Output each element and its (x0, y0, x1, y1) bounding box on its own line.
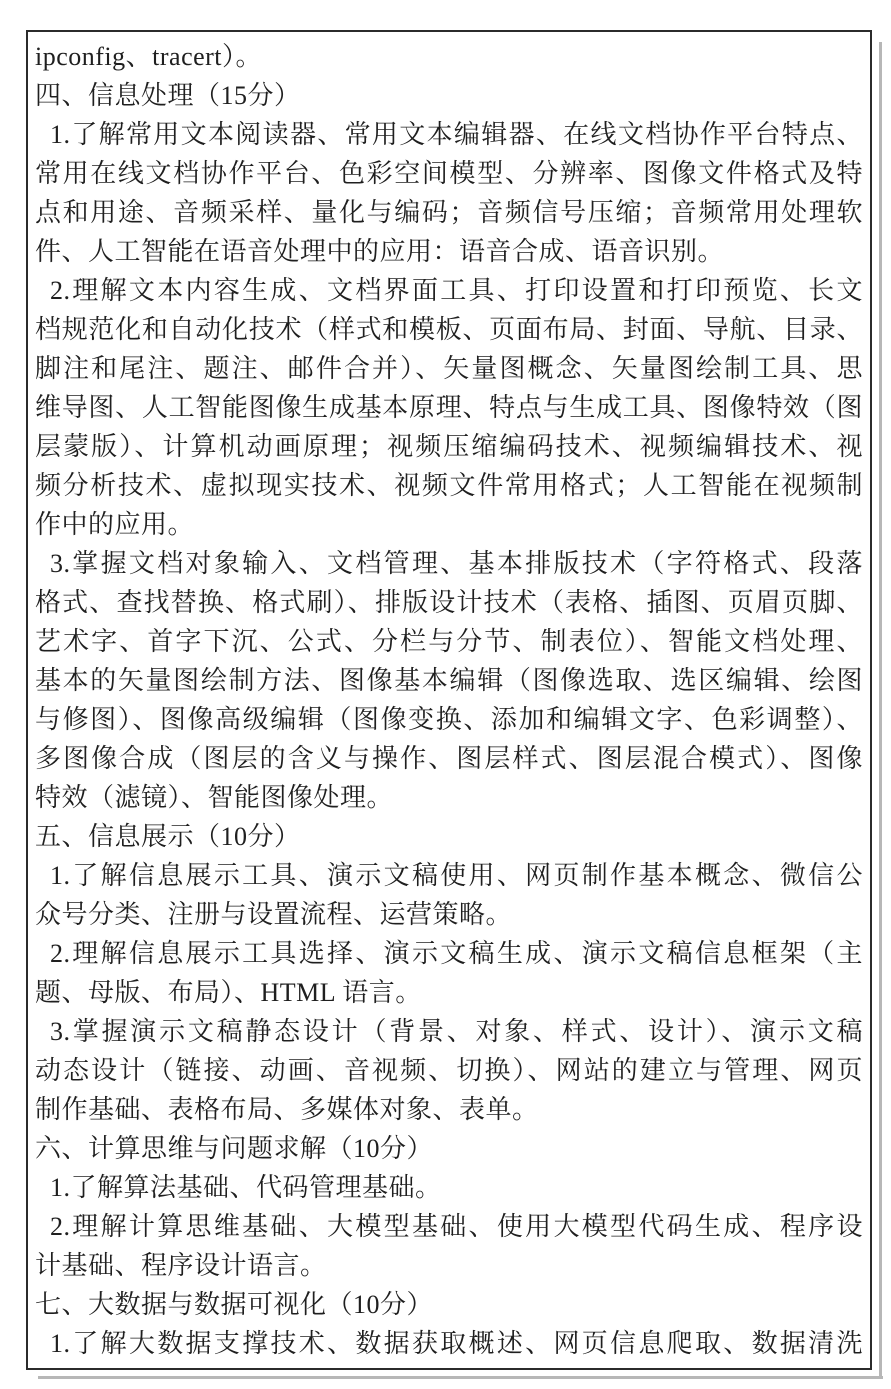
text-line: 与修图）、图像高级编辑（图像变换、添加和编辑文字、色彩调整）、 (35, 705, 863, 734)
text-line: 七、大数据与数据可视化（10分） (35, 1290, 434, 1319)
document-text-block (35, 37, 863, 1363)
text-line: 1.了解常用文本阅读器、常用文本编辑器、在线文档协作平台特点、 (50, 120, 863, 149)
text-line: 计基础、程序设计语言。 (35, 1251, 327, 1280)
text-line: 特效（滤镜）、智能图像处理。 (35, 783, 394, 812)
text-line: 艺术字、首字下沉、公式、分栏与分节、制表位）、智能文档处理、 (35, 627, 863, 656)
text-line: 件、人工智能在语音处理中的应用：语音合成、语音识别。 (35, 237, 725, 266)
text-line: 3.掌握文档对象输入、文档管理、基本排版技术（字符格式、段落 (50, 549, 863, 578)
text-line: 六、计算思维与问题求解（10分） (35, 1134, 434, 1163)
text-line: 制作基础、表格布局、多媒体对象、表单。 (35, 1095, 539, 1124)
text-line: 维导图、人工智能图像生成基本原理、特点与生成工具、图像特效（图 (35, 393, 863, 422)
text-line: 层蒙版）、计算机动画原理；视频压缩编码技术、视频编辑技术、视 (35, 432, 863, 461)
text-line: 四、信息处理（15分） (35, 81, 301, 110)
text-line: 多图像合成（图层的含义与操作、图层样式、图层混合模式）、图像 (35, 744, 863, 773)
text-line: 1.了解大数据支撑技术、数据获取概述、网页信息爬取、数据清洗 (50, 1329, 863, 1358)
text-line: 常用在线文档协作平台、色彩空间模型、分辨率、图像文件格式及特 (35, 159, 863, 188)
text-line: 基本的矢量图绘制方法、图像基本编辑（图像选取、选区编辑、绘图 (35, 666, 863, 695)
text-line: 档规范化和自动化技术（样式和模板、页面布局、封面、导航、目录、 (35, 315, 863, 344)
text-line: 频分析技术、虚拟现实技术、视频文件常用格式；人工智能在视频制 (35, 471, 863, 500)
text-line: ipconfig、tracert）。 (35, 42, 263, 71)
text-line: 格式、查找替换、格式刷）、排版设计技术（表格、插图、页眉页脚、 (35, 588, 863, 617)
text-line: 作中的应用。 (35, 510, 195, 539)
text-line: 2.理解计算思维基础、大模型基础、使用大模型代码生成、程序设 (50, 1212, 863, 1241)
text-line: 五、信息展示（10分） (35, 822, 301, 851)
page-edge-shadow-bottom (38, 1376, 883, 1379)
text-line: 众号分类、注册与设置流程、运营策略。 (35, 900, 513, 929)
text-line: 脚注和尾注、题注、邮件合并）、矢量图概念、矢量图绘制工具、思 (35, 354, 863, 383)
text-line: 2.理解文本内容生成、文档界面工具、打印设置和打印预览、长文 (50, 276, 863, 305)
text-line: 2.理解信息展示工具选择、演示文稿生成、演示文稿信息框架（主 (50, 939, 863, 968)
text-line: 1.了解算法基础、代码管理基础。 (50, 1173, 442, 1202)
page-edge-shadow-right (879, 42, 882, 1378)
text-line: 点和用途、音频采样、量化与编码；音频信号压缩；音频常用处理软 (35, 198, 863, 227)
text-line: 题、母版、布局）、HTML 语言。 (35, 978, 422, 1007)
text-line: 1.了解信息展示工具、演示文稿使用、网页制作基本概念、微信公 (50, 861, 863, 890)
text-line: 动态设计（链接、动画、音视频、切换）、网站的建立与管理、网页 (35, 1056, 863, 1085)
document-border-frame (26, 30, 872, 1370)
text-line: 3.掌握演示文稿静态设计（背景、对象、样式、设计）、演示文稿 (50, 1017, 863, 1046)
